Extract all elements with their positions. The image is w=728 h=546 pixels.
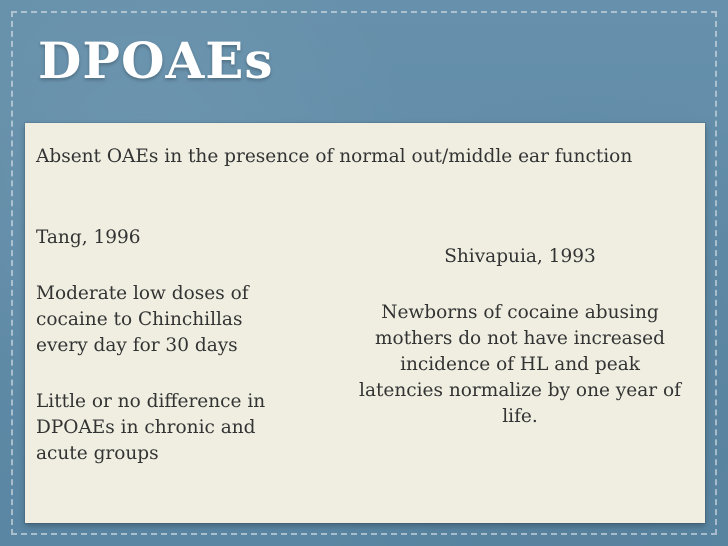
left-text-line: cocaine to Chinchillas	[36, 309, 243, 330]
right-citation: Shivapuia, 1993	[444, 246, 596, 267]
left-column	[36, 225, 291, 467]
left-text-line: acute groups	[36, 443, 159, 464]
right-text-line: Newborns of cocaine abusing	[381, 302, 659, 323]
left-text-line: DPOAEs in chronic and	[36, 417, 256, 438]
right-text-line: life.	[502, 406, 538, 427]
left-text-line: every day for 30 days	[36, 335, 238, 356]
right-text-line: latencies normalize by one year of	[359, 380, 681, 401]
right-text-line: mothers do not have increased	[375, 328, 665, 349]
right-column	[343, 244, 697, 430]
slide-title: DPOAEs	[38, 31, 274, 90]
left-text-line: Moderate low doses of	[36, 283, 249, 304]
left-citation: Tang, 1996	[36, 227, 141, 248]
right-text-line: incidence of HL and peak	[400, 354, 640, 375]
slide-subtitle: Absent OAEs in the presence of normal out/middle ear function	[36, 146, 633, 167]
left-text-line: Little or no difference in	[36, 391, 266, 412]
content-panel	[25, 123, 705, 523]
